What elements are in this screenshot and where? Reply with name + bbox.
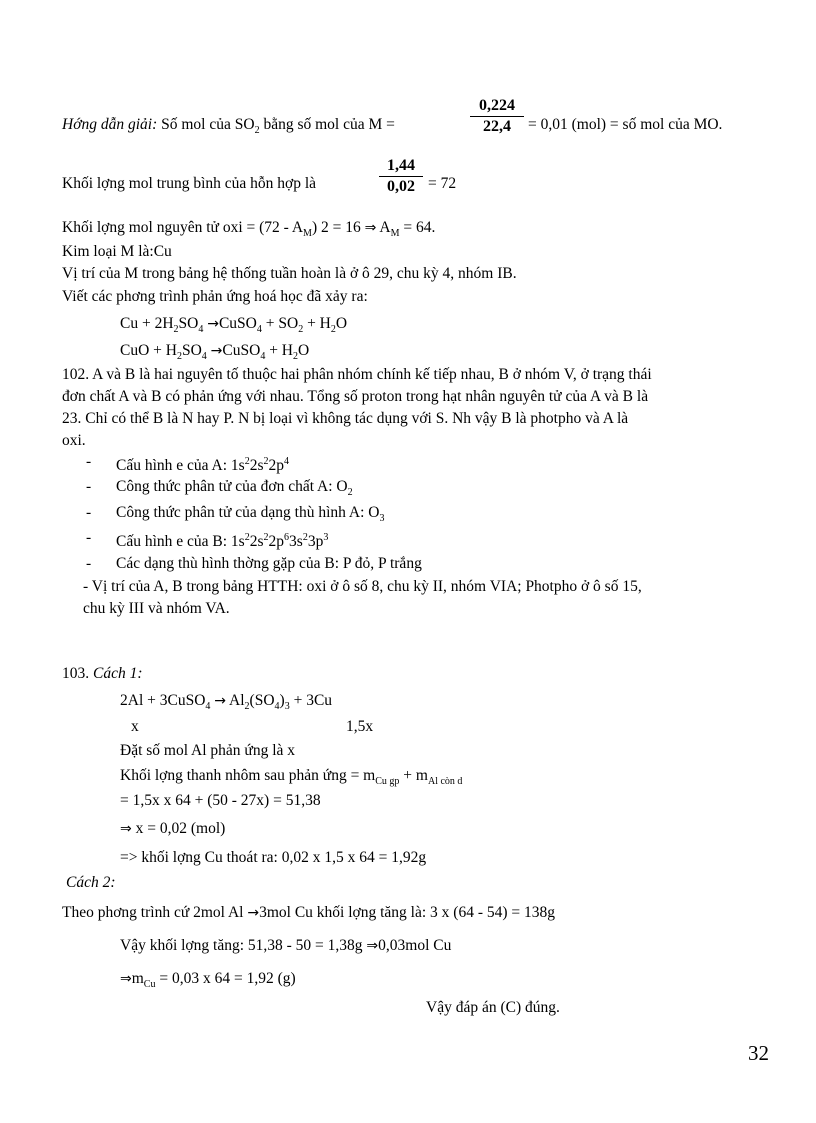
q103-line-4: ⇒ x = 0,02 (mol): [120, 820, 226, 837]
implies-icon: ⇒: [364, 220, 377, 236]
bullet-mark: -: [86, 478, 92, 495]
fraction-denominator: 0,02: [387, 178, 415, 195]
q103-line-5: => khối lợng Cu thoát ra: 0,02 x 1,5 x 64 = 1,92g: [120, 849, 427, 866]
oxygen-mass-line: Khối lợng mol nguyên tử oxi = $(72 - A_M)$ 2 = 16 ⇒ $A_M = 64$.: [62, 219, 436, 240]
q103-line-1: Đặt số mol Al phản ứng là x: [120, 742, 296, 759]
q103-cach2: Cách 2:: [66, 874, 116, 891]
arrow-right-icon: →: [214, 693, 227, 709]
q103-heading: 103. Cách 1:: [62, 665, 143, 682]
fraction-moles: [470, 96, 524, 137]
bullet-config-b: Cấu hình e của B: $1s^22s^22p^63s^23p^3$: [116, 532, 329, 551]
arrow-right-icon: →: [210, 343, 223, 359]
bullet-allotrope-b: Các dạng thù hình thờng gặp của B: P đỏ, P trắng: [116, 555, 422, 572]
q103-line-3: = 1,5x x 64 + (50 - 27x) = 51,38: [120, 792, 321, 809]
q102-line-1: 102. A và B là hai nguyên tố thuộc hai phân nhóm chính kế tiếp nhau, B ở nhóm V, ở trạng thái: [62, 366, 652, 383]
q103-equation: 2Al + 3CuSO$_4$ → $Al_2(SO_4)_3 + 3Cu$: [120, 692, 333, 713]
implies-icon: ⇒: [366, 938, 379, 954]
q103-line-2: Khối lợng thanh nhôm sau phản ứng = $m_{Cu gp} + m_{Al còn d}$: [120, 767, 463, 788]
bullet-allotrope-a: Công thức phân tử của dạng thù hình A: $O_3$: [116, 504, 385, 525]
fraction-denominator: 22,4: [483, 118, 511, 135]
average-mass-result: = 72: [428, 175, 457, 192]
bullet-mark: -: [86, 529, 92, 546]
fraction-numerator: 0,224: [479, 97, 515, 114]
arrow-right-icon: →: [247, 905, 260, 921]
fraction-numerator: 1,44: [387, 157, 415, 174]
equation-1: $Cu + 2H_2SO_4$ →CuSO$_4$ + $SO_2 + H_2O$: [120, 315, 348, 336]
q103-x: x: [131, 718, 139, 735]
equation-2: CuO + $H_2SO_4$ →CuSO$_4$ + $H_2O$: [120, 342, 310, 363]
q102-line-4: oxi.: [62, 432, 86, 449]
hint-line: [62, 116, 395, 140]
implies-icon: ⇒: [120, 821, 132, 837]
hint-text: Số mol của $SO_2$ bằng số mol của M =: [161, 116, 395, 137]
arrow-right-icon: →: [207, 316, 219, 332]
bullet-mark: -: [86, 504, 92, 521]
position-ab-line-1: - Vị trí của A, B trong bảng HTTH: oxi ở ô số 8, chu kỳ II, nhóm VIA; Photpho ở ô số 15,: [83, 578, 642, 595]
q102-line-3: 23. Chỉ có thể B là N hay P. N bị loại vì không tác dụng với S. Nh vậy B là photpho và A là: [62, 410, 629, 427]
bullet-mark: -: [86, 453, 92, 470]
bullet-mark: -: [86, 555, 92, 572]
position-ab-line-2: chu kỳ III và nhóm VA.: [83, 600, 230, 617]
q103-line-8: $\Rightarrow m_{Cu} = 0,03$ x 64 = 1,92 (g): [120, 970, 296, 991]
q103-line-7: Vậy khối lợng tăng: 51,38 - 50 = 1,38g ⇒0,03mol Cu: [120, 937, 452, 954]
q102-line-2: đơn chất A và B có phản ứng với nhau. Tổng số proton trong hạt nhân nguyên tử của A và B là: [62, 388, 649, 405]
average-mass-line: Khối lợng mol trung bình của hỗn hợp là: [62, 175, 317, 192]
equations-intro: Viết các phơng trình phản ứng hoá học đã xảy ra:: [62, 288, 368, 305]
position-line: Vị trí của M trong bảng hệ thống tuần hoàn là ở ô 29, chu kỳ 4, nhóm IB.: [62, 265, 517, 282]
answer-line: Vậy đáp án (C) đúng.: [426, 999, 560, 1016]
metal-line: Kim loại M là:Cu: [62, 243, 172, 260]
fraction-average: [379, 156, 423, 197]
bullet-config-a: Cấu hình e của A: $1s^22s^22p^4$: [116, 456, 290, 475]
q103-line-6: Theo phơng trình cứ 2mol Al →3mol Cu khối lợng tăng là: 3 x (64 - 54) = 138g: [62, 904, 556, 921]
page-number: 32: [748, 1041, 769, 1065]
hint-result: = 0,01 (mol) = số mol của MO.: [528, 116, 723, 133]
implies-icon: ⇒: [120, 971, 132, 987]
bullet-formula-a: Công thức phân tử của đơn chất A: $O_2$: [116, 478, 353, 499]
hint-label: Hớng dẫn giải:: [62, 116, 158, 133]
q103-1-5x: 1,5x: [346, 718, 374, 735]
